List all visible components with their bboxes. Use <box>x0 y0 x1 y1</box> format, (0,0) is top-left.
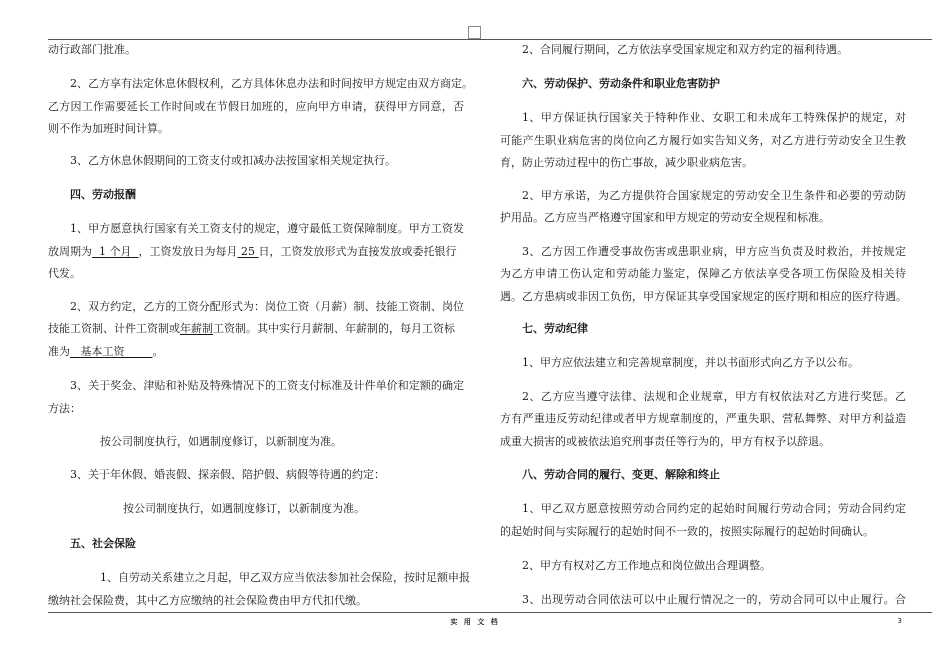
section-heading: 四、劳动报酬 <box>70 188 136 201</box>
text-line: 2、双方约定，乙方的工资分配形式为：岗位工资（月薪）制、技能工资制、岗位 <box>70 300 464 313</box>
text-line: 2、甲方有权对乙方工作地点和岗位做出合理调整。 <box>522 559 771 572</box>
text-line: 则不作为加班时间计算。 <box>48 122 169 135</box>
text-line: 1、甲方保证执行国家关于特种作业、女职工和未成年工特殊保护的规定，对 <box>522 111 906 124</box>
text-line: 动行政部门批准。 <box>48 43 136 56</box>
text-line: 3、关于年休假、婚丧假、探亲假、陪护假、病假等待遇的约定： <box>70 468 385 481</box>
page-number: 3 <box>897 617 902 625</box>
section-heading: 八、劳动合同的履行、变更、解除和终止 <box>522 468 720 481</box>
text-line: 1、甲方应依法建立和完善规章制度，并以书面形式向乙方予以公布。 <box>522 356 859 369</box>
text-line: 3、出现劳动合同依法可以中止履行情况之一的，劳动合同可以中止履行。合 <box>522 593 906 606</box>
text-line: 可能产生职业病危害的岗位向乙方履行如实告知义务，对乙方进行劳动安全卫生教 <box>500 134 906 147</box>
text-line: 2、合同履行期间，乙方依法享受国家规定和双方约定的福利待遇。 <box>522 43 848 56</box>
text-line: 1、甲方愿意执行国家有关工资支付的规定，遵守最低工资保障制度。甲方工资发 <box>70 222 464 235</box>
text-line: 遇。乙方患病或非因工负伤，甲方保证其享受国家规定的医疗期和相应的医疗待遇。 <box>500 290 907 303</box>
text-line <box>48 245 456 259</box>
text-line: 代发。 <box>48 267 81 280</box>
text-line: 2、甲方承诺，为乙方提供符合国家规定的劳动安全卫生条件和必要的劳动防 <box>522 189 906 202</box>
text-line: 1、甲乙双方愿意按照劳动合同约定的起始时间履行劳动合同；劳动合同约定 <box>522 502 906 515</box>
text-line: 1、自劳动关系建立之月起，甲乙双方应当依法参加社会保险，按时足额申报 <box>100 571 470 584</box>
footer-rule <box>48 612 932 613</box>
text-line: 3、乙方因工作遭受事故伤害或患职业病，甲方应当负责及时救治，并按规定 <box>522 245 906 258</box>
text-line: 按公司制度执行，如遇制度修订，以新制度为准。 <box>123 502 365 515</box>
text-line: 2、乙方享有法定休息休假权利，乙方具体休息办法和时间按甲方规定由双方商定。 <box>70 77 473 90</box>
text-fragment: 工资制。其中实行月薪制、年薪制的，每月工资标 <box>213 322 455 335</box>
salary-system-field: 年薪制 <box>180 322 213 335</box>
text-line: 3、关于奖金、津贴和补贴及特殊情况下的工资支付标准及计件单价和定额的确定 <box>70 379 464 392</box>
section-heading: 七、劳动纪律 <box>522 322 588 335</box>
text-fragment: 。 <box>152 345 164 358</box>
text-fragment: 准为 <box>48 345 70 358</box>
text-line: 成重大损害的或被依法追究刑事责任等行为的，甲方有权予以辞退。 <box>500 435 830 448</box>
text-line: 护用品。乙方应当严格遵守国家和甲方规定的劳动安全规程和标准。 <box>500 211 830 224</box>
pay-day-field: 25 <box>237 245 259 258</box>
section-heading: 五、社会保险 <box>70 537 136 550</box>
text-line: 为乙方申请工伤认定和劳动能力鉴定，保障乙方依法享受各项工伤保险及相关待 <box>500 267 906 280</box>
header-corner-mark <box>468 26 481 39</box>
text-line: 方有严重违反劳动纪律或者甲方规章制度的，严重失职、营私舞弊、对甲方利益造 <box>500 412 906 425</box>
text-fragment: 技能工资制、计件工资制或 <box>48 322 180 335</box>
text-line <box>48 345 163 359</box>
text-fragment: 日，工资发放形式为直接发放或委托银行 <box>258 245 457 258</box>
text-fragment: ，工资发放日为每月 <box>138 245 238 258</box>
section-heading: 六、劳动保护、劳动条件和职业危害防护 <box>522 77 720 90</box>
text-line: 方法： <box>48 402 81 415</box>
salary-standard-field: 基本工资 <box>70 345 153 358</box>
text-line: 2、乙方应当遵守法律、法规和企业规章，甲方有权依法对乙方进行奖惩。乙 <box>522 390 906 403</box>
header-rule <box>48 39 932 40</box>
footer-title: 实 用 文 档 <box>450 618 500 626</box>
text-fragment: 放周期为 <box>48 245 92 258</box>
text-line: 的起始时间与实际履行的起始时间不一致的，按照实际履行的起始时间确认。 <box>500 525 874 538</box>
text-line: 乙方因工作需要延长工作时间或在节假日加班的，应向甲方申请，获得甲方同意，否 <box>48 100 464 113</box>
text-line: 育，防止劳动过程中的伤亡事故，减少职业病危害。 <box>500 156 753 169</box>
pay-period-field: 1 个月 <box>92 245 139 258</box>
text-line: 缴纳社会保险费，其中乙方应缴纳的社会保险费由甲方代扣代缴。 <box>48 594 367 607</box>
text-line: 3、乙方休息休假期间的工资支付或扣减办法按国家相关规定执行。 <box>70 154 396 167</box>
text-line: 按公司制度执行，如遇制度修订，以新制度为准。 <box>100 435 342 448</box>
text-line <box>48 322 455 336</box>
